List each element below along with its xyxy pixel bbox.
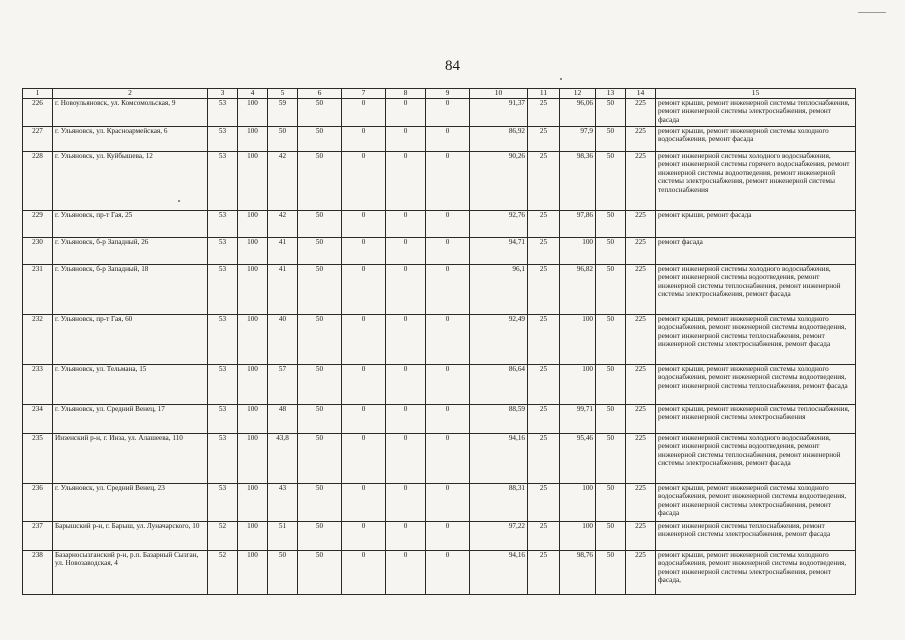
col-7: 0	[342, 126, 386, 151]
col-10: 86,92	[470, 126, 528, 151]
col-9: 0	[426, 483, 470, 521]
col-14: 225	[626, 264, 656, 314]
col-7: 0	[342, 433, 386, 483]
col-7: 0	[342, 210, 386, 237]
col-10: 94,16	[470, 433, 528, 483]
col-5: 50	[268, 550, 298, 594]
col-11: 25	[528, 237, 560, 264]
col-6: 50	[298, 521, 342, 550]
col-12: 95,46	[560, 433, 596, 483]
row-number: 226	[23, 98, 53, 126]
col-14: 225	[626, 433, 656, 483]
column-header-8: 8	[386, 89, 426, 99]
table-row	[23, 364, 856, 404]
col-13: 50	[596, 364, 626, 404]
col-4: 100	[238, 550, 268, 594]
col-7: 0	[342, 314, 386, 364]
col-3: 53	[208, 404, 238, 433]
col-14: 225	[626, 521, 656, 550]
column-header-4: 4	[238, 89, 268, 99]
repair-works: ремонт инженерной системы холодного водоснабжения, ремонт инженерной системы водоотведения, ремонт инженерной системы теплоснабжения, ремонт инженерной системы электроснабжения, ремонт фасада	[656, 264, 856, 314]
col-10: 91,37	[470, 98, 528, 126]
table-row	[23, 237, 856, 264]
col-9: 0	[426, 98, 470, 126]
col-7: 0	[342, 550, 386, 594]
col-7: 0	[342, 237, 386, 264]
repair-works: ремонт фасада	[656, 237, 856, 264]
table-row	[23, 404, 856, 433]
col-4: 100	[238, 483, 268, 521]
col-9: 0	[426, 314, 470, 364]
col-6: 50	[298, 210, 342, 237]
address: г. Ульяновск, пр-т Гая, 25	[53, 210, 208, 237]
address: г. Ульяновск, ул. Тельмана, 15	[53, 364, 208, 404]
table-row	[23, 433, 856, 483]
col-5: 42	[268, 210, 298, 237]
table-row	[23, 483, 856, 521]
repair-works: ремонт крыши, ремонт фасада	[656, 210, 856, 237]
column-header-10: 10	[470, 89, 528, 99]
address: Базарносызганский р-н, р.п. Базарный Сызган, ул. Новозаводская, 4	[53, 550, 208, 594]
address: г. Ульяновск, ул. Куйбышева, 12	[53, 151, 208, 210]
col-12: 98,36	[560, 151, 596, 210]
address: г. Ульяновск, ул. Средний Венец, 23	[53, 483, 208, 521]
col-13: 50	[596, 483, 626, 521]
col-10: 88,59	[470, 404, 528, 433]
col-8: 0	[386, 237, 426, 264]
col-9: 0	[426, 433, 470, 483]
row-number: 229	[23, 210, 53, 237]
col-14: 225	[626, 314, 656, 364]
col-5: 41	[268, 237, 298, 264]
col-6: 50	[298, 433, 342, 483]
col-5: 50	[268, 126, 298, 151]
repair-works: ремонт инженерной системы теплоснабжения, ремонт инженерной системы электроснабжения, ремонт фасада	[656, 521, 856, 550]
col-13: 50	[596, 433, 626, 483]
col-12: 100	[560, 521, 596, 550]
row-number: 233	[23, 364, 53, 404]
col-11: 25	[528, 364, 560, 404]
table-row	[23, 521, 856, 550]
col-14: 225	[626, 364, 656, 404]
col-13: 50	[596, 314, 626, 364]
column-header-12: 12	[560, 89, 596, 99]
col-12: 96,06	[560, 98, 596, 126]
col-8: 0	[386, 404, 426, 433]
col-13: 50	[596, 151, 626, 210]
col-4: 100	[238, 314, 268, 364]
col-6: 50	[298, 151, 342, 210]
repair-works: ремонт инженерной системы холодного водоснабжения, ремонт инженерной системы горячего водоснабжения, ремонт инженерной системы водоотведения, ремонт инженерной системы электроснабжения, ремонт инженерной системы теплоснабжения	[656, 151, 856, 210]
col-11: 25	[528, 483, 560, 521]
column-header-11: 11	[528, 89, 560, 99]
col-11: 25	[528, 433, 560, 483]
col-12: 96,82	[560, 264, 596, 314]
row-number: 234	[23, 404, 53, 433]
col-10: 94,16	[470, 550, 528, 594]
address: г. Ульяновск, ул. Средний Венец, 17	[53, 404, 208, 433]
row-number: 235	[23, 433, 53, 483]
col-13: 50	[596, 237, 626, 264]
col-12: 100	[560, 364, 596, 404]
col-8: 0	[386, 364, 426, 404]
col-9: 0	[426, 404, 470, 433]
col-9: 0	[426, 237, 470, 264]
address: г. Ульяновск, б-р Западный, 18	[53, 264, 208, 314]
address: г. Ульяновск, б-р Западный, 26	[53, 237, 208, 264]
col-11: 25	[528, 126, 560, 151]
col-14: 225	[626, 151, 656, 210]
col-11: 25	[528, 98, 560, 126]
col-9: 0	[426, 264, 470, 314]
col-3: 53	[208, 433, 238, 483]
row-number: 231	[23, 264, 53, 314]
col-13: 50	[596, 264, 626, 314]
col-4: 100	[238, 433, 268, 483]
scan-speck	[178, 200, 180, 202]
column-header-5: 5	[268, 89, 298, 99]
address: Барышский р-н, г. Барыш, ул. Луначарского, 10	[53, 521, 208, 550]
column-header-9: 9	[426, 89, 470, 99]
row-number: 238	[23, 550, 53, 594]
table-row	[23, 151, 856, 210]
scan-speck	[560, 78, 562, 80]
col-12: 98,76	[560, 550, 596, 594]
table-row	[23, 314, 856, 364]
col-3: 53	[208, 483, 238, 521]
col-6: 50	[298, 404, 342, 433]
repair-works: ремонт крыши, ремонт инженерной системы холодного водоснабжения, ремонт фасада	[656, 126, 856, 151]
col-14: 225	[626, 98, 656, 126]
col-10: 90,26	[470, 151, 528, 210]
col-3: 53	[208, 314, 238, 364]
col-7: 0	[342, 483, 386, 521]
col-13: 50	[596, 404, 626, 433]
col-14: 225	[626, 237, 656, 264]
repair-works: ремонт крыши, ремонт инженерной системы теплоснабжения, ремонт инженерной системы электроснабжения, ремонт фасада	[656, 98, 856, 126]
table-row	[23, 210, 856, 237]
col-10: 92,49	[470, 314, 528, 364]
repair-works: ремонт крыши, ремонт инженерной системы холодного водоснабжения, ремонт инженерной системы водоотведения, ремонт инженерной системы теплоснабжения, ремонт инженерной системы электроснабжения, ремонт фасада	[656, 314, 856, 364]
col-14: 225	[626, 404, 656, 433]
header-row	[23, 89, 856, 99]
col-8: 0	[386, 98, 426, 126]
col-8: 0	[386, 550, 426, 594]
col-13: 50	[596, 550, 626, 594]
col-13: 50	[596, 98, 626, 126]
col-7: 0	[342, 364, 386, 404]
page-number: 84	[445, 58, 460, 74]
col-5: 43	[268, 483, 298, 521]
col-8: 0	[386, 126, 426, 151]
col-7: 0	[342, 264, 386, 314]
col-6: 50	[298, 483, 342, 521]
column-header-2: 2	[53, 89, 208, 99]
column-header-15: 15	[656, 89, 856, 99]
repair-works: ремонт крыши, ремонт инженерной системы холодного водоснабжения, ремонт инженерной системы водоотведения, ремонт инженерной системы электроснабжения, ремонт фасада	[656, 483, 856, 521]
column-header-7: 7	[342, 89, 386, 99]
col-13: 50	[596, 210, 626, 237]
col-10: 97,22	[470, 521, 528, 550]
col-11: 25	[528, 550, 560, 594]
col-11: 25	[528, 264, 560, 314]
col-3: 53	[208, 264, 238, 314]
col-9: 0	[426, 151, 470, 210]
col-8: 0	[386, 483, 426, 521]
column-header-6: 6	[298, 89, 342, 99]
col-4: 100	[238, 126, 268, 151]
col-7: 0	[342, 98, 386, 126]
col-11: 25	[528, 404, 560, 433]
col-6: 50	[298, 314, 342, 364]
col-7: 0	[342, 151, 386, 210]
column-header-3: 3	[208, 89, 238, 99]
col-4: 100	[238, 98, 268, 126]
col-11: 25	[528, 521, 560, 550]
column-header-13: 13	[596, 89, 626, 99]
table-row	[23, 98, 856, 126]
col-11: 25	[528, 210, 560, 237]
repair-works: ремонт крыши, ремонт инженерной системы холодного водоснабжения, ремонт инженерной системы водоотведения, ремонт инженерной системы электроснабжения, ремонт фасада,	[656, 550, 856, 594]
col-5: 51	[268, 521, 298, 550]
col-3: 53	[208, 126, 238, 151]
col-12: 97,86	[560, 210, 596, 237]
col-5: 48	[268, 404, 298, 433]
col-12: 97,9	[560, 126, 596, 151]
col-3: 53	[208, 151, 238, 210]
row-number: 237	[23, 521, 53, 550]
row-number: 232	[23, 314, 53, 364]
repair-works: ремонт крыши, ремонт инженерной системы холодного водоснабжения, ремонт инженерной системы водоотведения, ремонт инженерной системы теплоснабжения, ремонт фасада	[656, 364, 856, 404]
col-4: 100	[238, 264, 268, 314]
repair-works: ремонт инженерной системы холодного водоснабжения, ремонт инженерной системы водоотведения, ремонт инженерной системы теплоснабжения, ремонт инженерной системы электроснабжения, ремонт фасада	[656, 433, 856, 483]
col-8: 0	[386, 210, 426, 237]
col-7: 0	[342, 521, 386, 550]
address: г. Ульяновск, пр-т Гая, 60	[53, 314, 208, 364]
col-7: 0	[342, 404, 386, 433]
address: г. Новоульяновск, ул. Комсомольская, 9	[53, 98, 208, 126]
col-9: 0	[426, 126, 470, 151]
table-row	[23, 126, 856, 151]
col-6: 50	[298, 237, 342, 264]
col-14: 225	[626, 483, 656, 521]
col-8: 0	[386, 151, 426, 210]
col-12: 100	[560, 314, 596, 364]
col-3: 53	[208, 98, 238, 126]
col-12: 100	[560, 483, 596, 521]
col-12: 99,71	[560, 404, 596, 433]
col-4: 100	[238, 237, 268, 264]
col-10: 92,76	[470, 210, 528, 237]
col-4: 100	[238, 364, 268, 404]
col-6: 50	[298, 550, 342, 594]
col-8: 0	[386, 264, 426, 314]
col-9: 0	[426, 364, 470, 404]
col-14: 225	[626, 126, 656, 151]
col-3: 53	[208, 364, 238, 404]
col-10: 88,31	[470, 483, 528, 521]
col-4: 100	[238, 210, 268, 237]
col-8: 0	[386, 314, 426, 364]
col-4: 100	[238, 521, 268, 550]
building-repair-table	[22, 88, 856, 595]
column-header-1: 1	[23, 89, 53, 99]
col-10: 96,1	[470, 264, 528, 314]
col-5: 41	[268, 264, 298, 314]
col-11: 25	[528, 314, 560, 364]
col-9: 0	[426, 521, 470, 550]
col-8: 0	[386, 433, 426, 483]
col-14: 225	[626, 210, 656, 237]
col-4: 100	[238, 404, 268, 433]
col-13: 50	[596, 126, 626, 151]
col-3: 52	[208, 550, 238, 594]
row-number: 227	[23, 126, 53, 151]
repair-works: ремонт крыши, ремонт инженерной системы теплоснабжения, ремонт инженерной системы электроснабжения	[656, 404, 856, 433]
col-12: 100	[560, 237, 596, 264]
row-number: 230	[23, 237, 53, 264]
col-5: 43,8	[268, 433, 298, 483]
col-9: 0	[426, 210, 470, 237]
col-5: 42	[268, 151, 298, 210]
column-header-14: 14	[626, 89, 656, 99]
col-4: 100	[238, 151, 268, 210]
col-6: 50	[298, 98, 342, 126]
col-5: 59	[268, 98, 298, 126]
col-8: 0	[386, 521, 426, 550]
address: Инзенский р-н, г. Инза, ул. Алашеева, 110	[53, 433, 208, 483]
table-row	[23, 550, 856, 594]
col-3: 53	[208, 237, 238, 264]
col-6: 50	[298, 126, 342, 151]
col-6: 50	[298, 364, 342, 404]
col-10: 86,64	[470, 364, 528, 404]
col-9: 0	[426, 550, 470, 594]
row-number: 228	[23, 151, 53, 210]
col-13: 50	[596, 521, 626, 550]
col-11: 25	[528, 151, 560, 210]
col-5: 40	[268, 314, 298, 364]
col-3: 52	[208, 521, 238, 550]
address: г. Ульяновск, ул. Красноармейская, 6	[53, 126, 208, 151]
col-10: 94,71	[470, 237, 528, 264]
col-3: 53	[208, 210, 238, 237]
scan-artifact	[858, 12, 886, 13]
row-number: 236	[23, 483, 53, 521]
col-14: 225	[626, 550, 656, 594]
col-5: 57	[268, 364, 298, 404]
table-row	[23, 264, 856, 314]
col-6: 50	[298, 264, 342, 314]
